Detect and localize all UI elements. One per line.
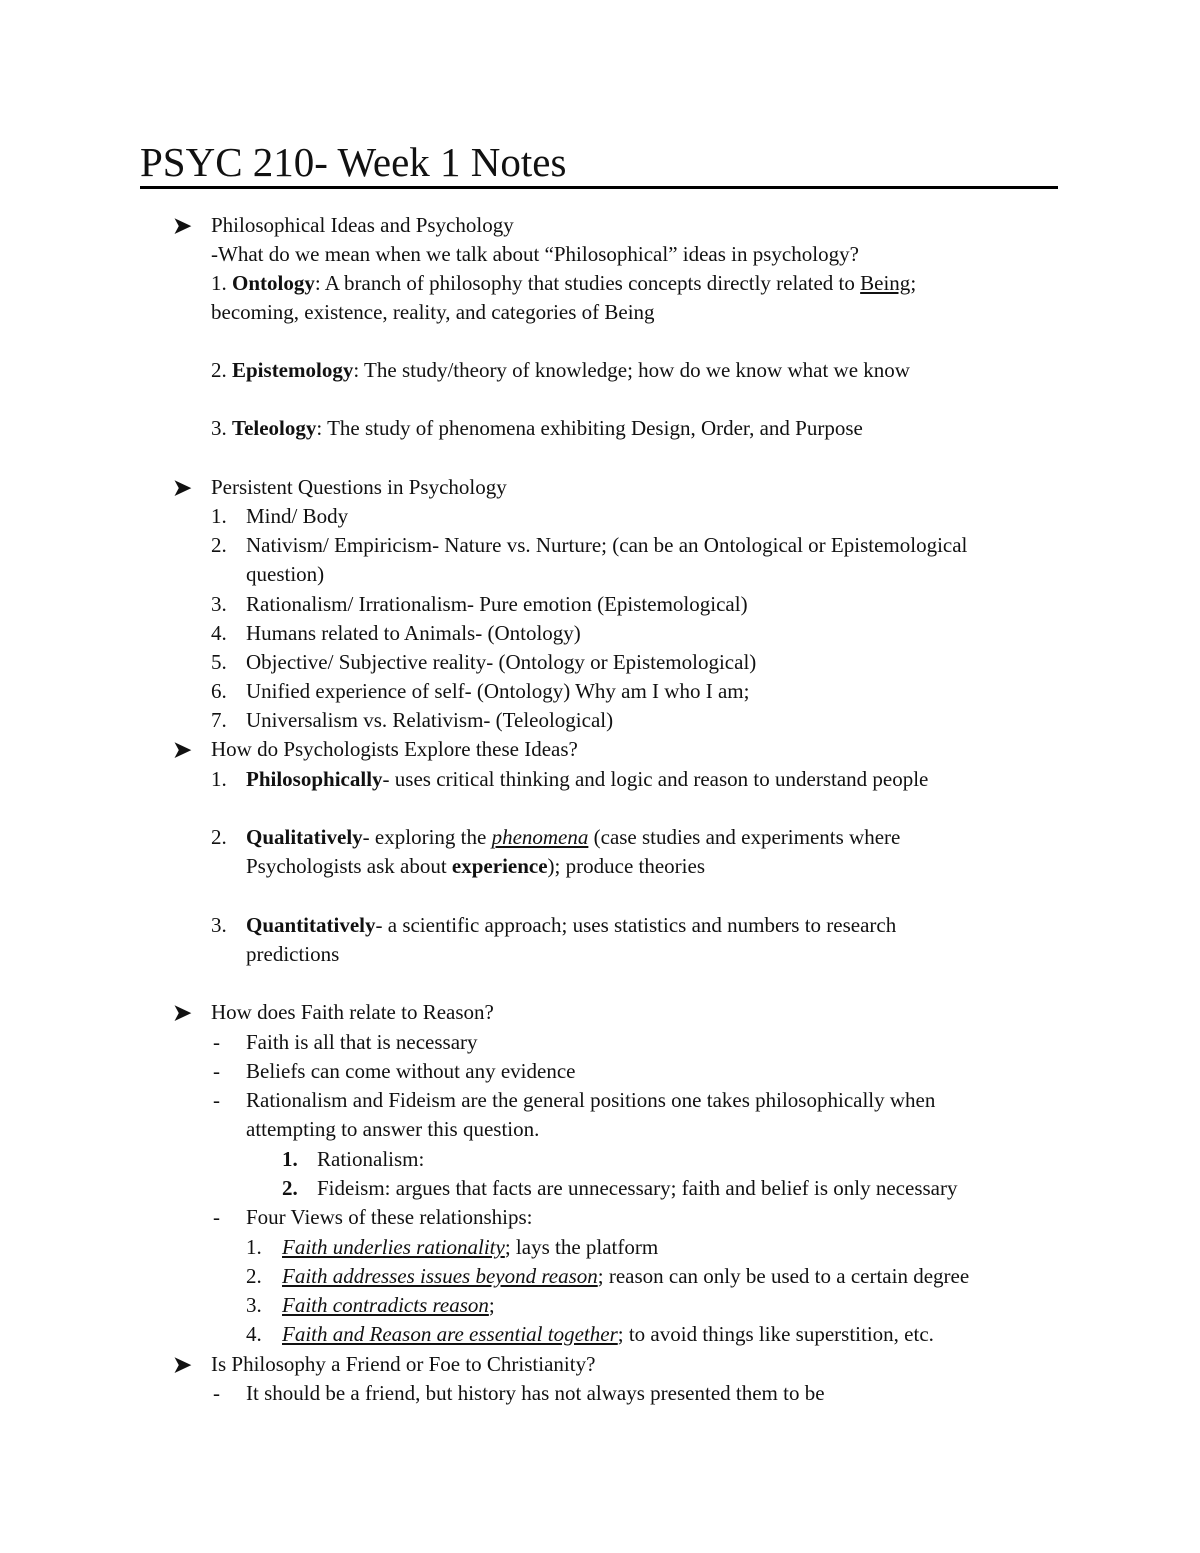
arrow-bullet-icon: ➤ <box>173 475 192 500</box>
section-heading-philosophy-christianity: Is Philosophy a Friend or Foe to Christianity? <box>211 1352 596 1376</box>
view-item: Faith and Reason are essential together; to avoid things like superstition, etc. <box>282 1322 934 1346</box>
list-item: Unified experience of self- (Ontology) Why am I who I am; <box>246 679 750 703</box>
section-heading-faith-reason: How does Faith relate to Reason? <box>211 1000 494 1024</box>
term-experience: experience <box>451 854 548 878</box>
section-heading-explore-ideas: How do Psychologists Explore these Ideas? <box>211 737 578 761</box>
philosophically-item: Philosophically- uses critical thinking and logic and reason to understand people <box>246 767 929 791</box>
section-heading-persistent-questions: Persistent Questions in Psychology <box>211 475 507 499</box>
view-item: Faith underlies rationality; lays the platform <box>282 1235 659 1259</box>
list-item: Rationalism and Fideism are the general positions one takes philosophically when <box>246 1088 936 1112</box>
list-number: 5. <box>211 650 227 674</box>
list-item: Mind/ Body <box>246 504 349 528</box>
section-heading-philosophical-ideas: Philosophical Ideas and Psychology <box>211 213 514 237</box>
list-number: 2. <box>211 533 227 557</box>
list-item: Universalism vs. Relativism- (Teleological) <box>246 708 614 732</box>
list-number: 6. <box>211 679 227 703</box>
list-item: Objective/ Subjective reality- (Ontology or Epistemological) <box>246 650 757 674</box>
list-item-continuation: attempting to answer this question. <box>246 1117 540 1141</box>
list-number: 1. <box>211 767 227 791</box>
list-item: Nativism/ Empiricism- Nature vs. Nurture; (can be an Ontological or Epistemological <box>246 533 968 557</box>
qualitatively-item: Qualitatively- exploring the phenomena (case studies and experiments where <box>246 825 901 849</box>
section-question: -What do we mean when we talk about “Philosophical” ideas in psychology? <box>211 242 859 266</box>
definition-text: : The study/theory of knowledge; how do we know what we know <box>353 358 910 382</box>
teleology-line <box>211 414 863 443</box>
list-item-continuation: question) <box>246 562 325 586</box>
ontology-continuation: becoming, existence, reality, and categories of Being <box>211 300 655 324</box>
arrow-bullet-icon: ➤ <box>173 1352 192 1377</box>
item-number: 3. <box>211 416 227 440</box>
definition-text: : The study of phenomena exhibiting Design, Order, and Purpose <box>316 416 863 440</box>
term-philosophically: Philosophically <box>246 767 383 791</box>
arrow-bullet-icon: ➤ <box>173 213 192 238</box>
term-qualitatively: Qualitatively <box>246 825 363 849</box>
quantitatively-continuation: predictions <box>246 942 340 966</box>
arrow-bullet-icon: ➤ <box>173 1000 192 1025</box>
term-teleology: Teleology <box>232 416 317 440</box>
item-number: 1. <box>211 271 227 295</box>
list-number: 2. <box>246 1264 262 1288</box>
title-underline <box>140 186 1058 189</box>
list-number: 1. <box>246 1235 262 1259</box>
list-item: Four Views of these relationships: <box>246 1205 533 1229</box>
list-number: 2. <box>211 825 227 849</box>
ontology-line: 1. Ontology: A branch of philosophy that studies concepts directly related to Being; <box>211 271 917 295</box>
list-item: It should be a friend, but history has not always presented them to be <box>246 1381 825 1405</box>
list-item: Beliefs can come without any evidence <box>246 1059 576 1083</box>
list-number: 1. <box>211 504 227 528</box>
dash-bullet: - <box>213 1059 220 1083</box>
dash-bullet: - <box>213 1381 220 1405</box>
qualitatively-continuation: Psychologists ask about experience); produce theories <box>246 854 705 878</box>
list-number: 7. <box>211 708 227 732</box>
term-quantitatively: Quantitatively <box>246 913 376 937</box>
term-phenomena: phenomena <box>491 825 589 849</box>
epistemology-line <box>211 356 910 385</box>
list-number: 3. <box>211 913 227 937</box>
dash-bullet: - <box>213 1030 220 1054</box>
quantitatively-item: Quantitatively- a scientific approach; uses statistics and numbers to research <box>246 913 897 937</box>
dash-bullet: - <box>213 1088 220 1112</box>
list-number: 3. <box>246 1293 262 1317</box>
term-epistemology: Epistemology <box>232 358 354 382</box>
term-being: Being <box>860 271 911 295</box>
list-number: 4. <box>246 1322 262 1346</box>
list-item: Humans related to Animals- (Ontology) <box>246 621 581 645</box>
list-item: Rationalism/ Irrationalism- Pure emotion (Epistemological) <box>246 592 748 616</box>
sub-item-rationalism: Rationalism: <box>317 1147 425 1171</box>
item-number: 2. <box>211 358 227 382</box>
list-item: Faith is all that is necessary <box>246 1030 478 1054</box>
dash-bullet: - <box>213 1205 220 1229</box>
arrow-bullet-icon: ➤ <box>173 737 192 762</box>
sub-item-fideism: Fideism: argues that facts are unnecessary; faith and belief is only necessary <box>317 1176 958 1200</box>
list-number: 1. <box>282 1147 298 1171</box>
list-number: 3. <box>211 592 227 616</box>
list-number: 2. <box>282 1176 298 1200</box>
list-number: 4. <box>211 621 227 645</box>
view-item: Faith contradicts reason; <box>282 1293 495 1317</box>
term-ontology: Ontology <box>232 271 315 295</box>
definition-text: : A branch of philosophy that studies concepts directly related to <box>314 271 861 295</box>
view-item: Faith addresses issues beyond reason; reason can only be used to a certain degree <box>282 1264 970 1288</box>
page-title: PSYC 210- Week 1 Notes <box>140 139 567 185</box>
